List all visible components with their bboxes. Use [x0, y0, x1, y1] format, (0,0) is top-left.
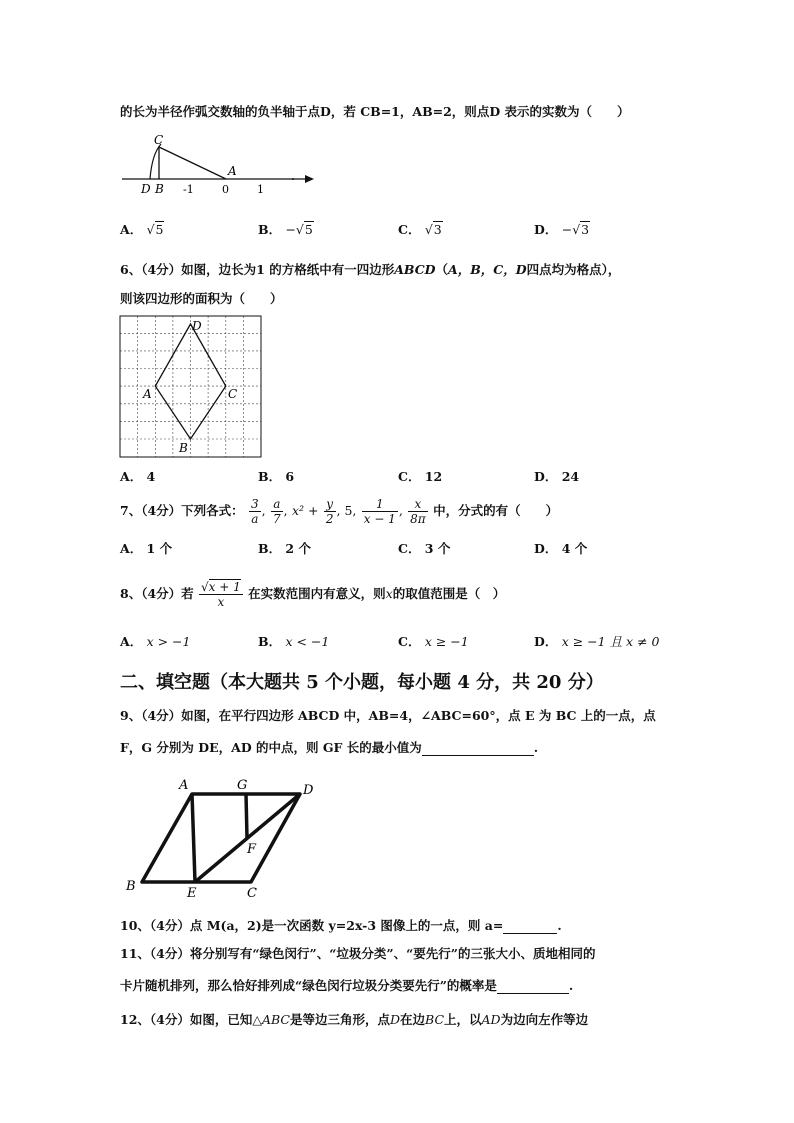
- q6-line2: 则该四边形的面积为（ ）: [120, 291, 283, 306]
- q6-line1: 6、（4分）如图，边长为1 的方格纸中有一四边形ABCD（A，B，C，D四点均为格点），: [120, 262, 621, 277]
- q9-label-d: D: [303, 783, 314, 798]
- q9-label-f: F: [247, 842, 257, 857]
- q10-line: 10、（4分）点 M(a，2)是一次函数 y=2x-3 图像上的一点，则 a= .: [120, 918, 562, 933]
- fraction: $\frac{y}{2}$: [325, 497, 334, 526]
- q6-label-a: A: [143, 387, 152, 401]
- q9-label-c: C: [247, 886, 257, 900]
- q5-text: 的长为半径作弧交数轴的负半轴于点D，若 CB=1，AB=2，则点D 表示的实数为（ ）: [120, 104, 630, 119]
- q6-label-c: C: [228, 387, 238, 401]
- q5-number-line-figure: [118, 130, 328, 200]
- q9-label-b: B: [126, 879, 136, 894]
- q7-option-c[interactable]: C． 3 个: [398, 541, 451, 556]
- sqrt-expression: √5: [146, 222, 164, 237]
- section-title: 二、填空题（本大题共 5 个小题，每小题 4 分，共 20 分）: [120, 672, 604, 693]
- sqrt-expression: −√3: [561, 222, 590, 237]
- q5-option-a[interactable]: A． √5: [120, 222, 164, 237]
- q11-line2: 卡片随机排列，那么恰好排列成“绿色闵行垃圾分类要先行”的概率是 .: [120, 978, 574, 993]
- q6-option-c[interactable]: C． 12: [398, 469, 443, 484]
- q9-label-e: E: [187, 886, 197, 900]
- q7-option-a[interactable]: A． 1 个: [120, 541, 173, 556]
- q6-option-b[interactable]: B． 6: [258, 469, 295, 484]
- q7-option-b[interactable]: B． 2 个: [258, 541, 311, 556]
- q5-option-b[interactable]: B． −√5: [258, 222, 313, 237]
- q5-tick-1: 1: [257, 183, 264, 196]
- q5-label-c: C: [154, 133, 164, 147]
- q6-label-b: B: [179, 441, 188, 455]
- q8-line: 8、（4分）若 $\frac{√x + 1}{x}$ 在实数范围内有意义，则x的取值范围是（ ）: [120, 580, 506, 609]
- q5-tick-0: 0: [222, 183, 229, 196]
- fraction: $\frac{3}{a}$: [251, 497, 259, 526]
- q5-label-a: A: [228, 164, 237, 178]
- q5-label-d: D: [141, 182, 151, 196]
- q11-line1: 11、（4分）将分别写有“绿色闵行”、“垃圾分类”、“要先行”的三张大小、质地相同的: [120, 946, 596, 961]
- q9-parallelogram-figure: [120, 775, 320, 900]
- fraction: $\frac{1}{x - 1}$: [363, 497, 396, 526]
- fraction: $\frac{√x + 1}{x}$: [201, 580, 241, 609]
- q6-grid-figure: [118, 314, 264, 459]
- q5-option-c[interactable]: C． √3: [398, 222, 442, 237]
- fraction: $\frac{x}{8\pi}$: [410, 497, 426, 526]
- q12-line: 12、（4分）如图，已知△ABC是等边三角形，点D在边BC上，以AD为边向左作等边: [120, 1012, 589, 1027]
- q8-option-c[interactable]: C． x ≥ −1: [398, 634, 469, 649]
- q5-option-d[interactable]: D． −√3: [534, 222, 590, 237]
- q9-label-g: G: [237, 778, 248, 793]
- q6-label-d: D: [192, 319, 202, 333]
- fraction: $\frac{a}{7}$: [273, 497, 281, 526]
- q9-line1: 9、（4分）如图，在平行四边形 ABCD 中，AB=4，∠ABC=60°，点 E 为 BC 上的一点，点: [120, 708, 656, 723]
- q9-label-a: A: [179, 778, 189, 793]
- sqrt-expression: √3: [424, 222, 442, 237]
- answer-blank[interactable]: [422, 739, 534, 756]
- answer-blank[interactable]: [503, 917, 557, 934]
- q7-line: 7、（4分）下列各式： $\frac{3}{a}$ , $\frac{a}{7}$ , x² + $\frac{y}{2}$ , 5, $\frac{1}{x - 1}$ , $\frac{x}{8\pi}$ 中，分式的有（ ）: [120, 497, 559, 526]
- q7-option-d[interactable]: D． 4 个: [534, 541, 588, 556]
- answer-blank[interactable]: [497, 977, 569, 994]
- sqrt-expression: −√5: [285, 222, 313, 237]
- q5-label-b: B: [155, 182, 164, 196]
- q8-option-d[interactable]: D． x ≥ −1 且 x ≠ 0: [534, 634, 660, 649]
- q8-option-b[interactable]: B． x < −1: [258, 634, 330, 649]
- q5-tick-neg1: -1: [183, 183, 194, 196]
- q9-line2: F，G 分别为 DE，AD 的中点，则 GF 长的最小值为 .: [120, 740, 539, 755]
- q8-option-a[interactable]: A． x > −1: [120, 634, 191, 649]
- q6-option-d[interactable]: D． 24: [534, 469, 580, 484]
- q6-option-a[interactable]: A． 4: [120, 469, 156, 484]
